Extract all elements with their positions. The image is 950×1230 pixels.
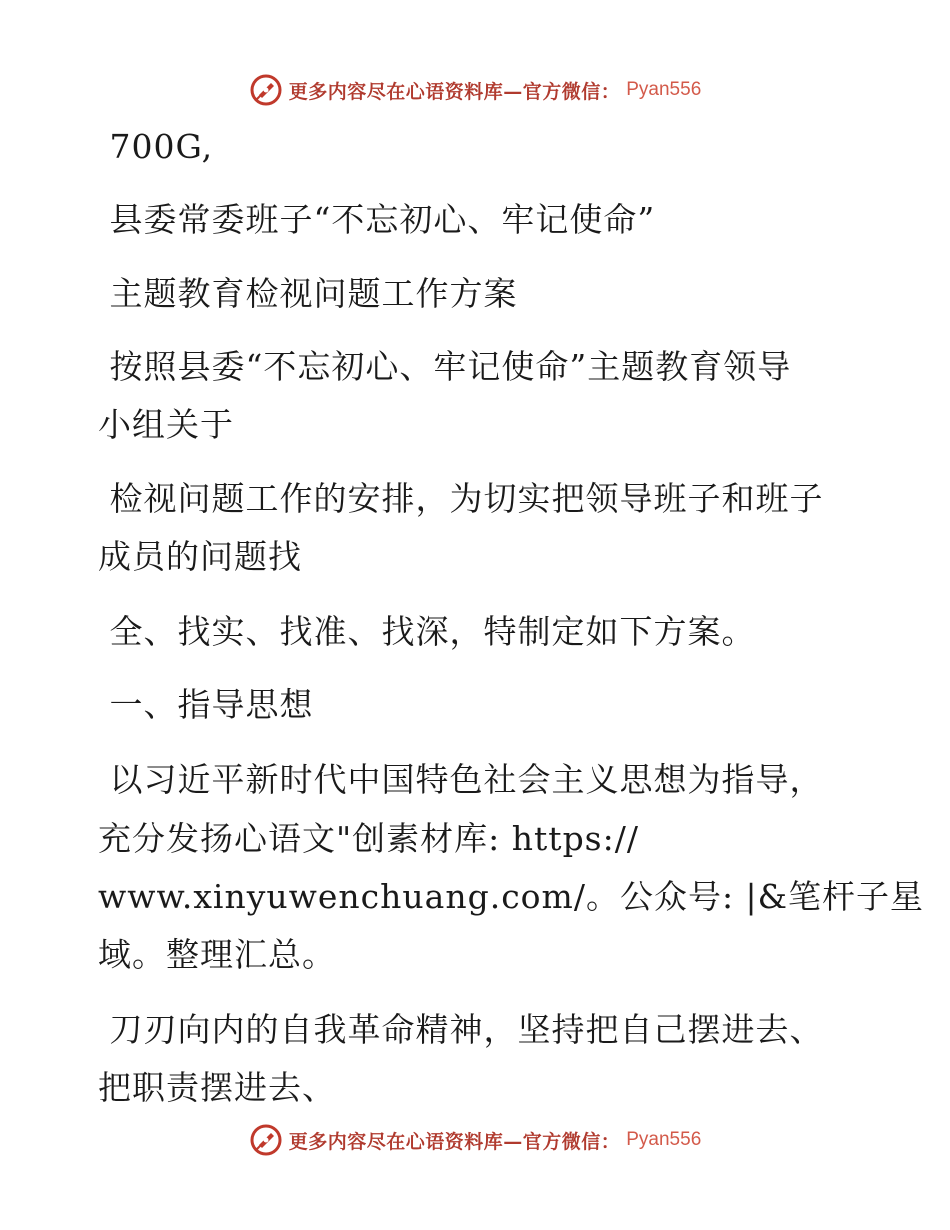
header-banner-text: 更多内容尽在心语资料库—官方微信： [288,80,621,103]
body-line: 一、指导思想 [98,685,314,724]
body-line: 按照县委“不忘初心、牢记使命”主题教育领导 [98,347,792,386]
body-line: 域。整理汇总。 [98,935,336,974]
body-line: 成员的问题找 [98,537,302,576]
pen-nib-logo-icon [249,1123,283,1157]
body-line: 700G, [98,127,214,166]
body-line: 充分发扬心语文"创素材库: https:// [98,819,639,858]
footer-watermark-banner [0,1120,950,1160]
body-line: 刀刃向内的自我革命精神，坚持把自己摆进去、 [98,1010,824,1049]
body-line: www.xinyuwenchuang.com/。公众号: |&笔杆子星 [98,877,925,916]
footer-banner-text: 更多内容尽在心语资料库—官方微信： [288,1130,621,1153]
body-line: 主题教育检视问题工作方案 [98,274,518,313]
body-line: 县委常委班子“不忘初心、牢记使命” [98,200,656,239]
body-line: 小组关于 [98,405,234,444]
body-line: 检视问题工作的安排，为切实把领导班子和班子 [98,479,824,518]
header-wechat-id: Pyan556 [626,79,702,100]
body-line: 全、找实、找准、找深，特制定如下方案。 [98,612,756,651]
body-line: 把职责摆进去、 [98,1068,336,1107]
body-line: 以习近平新时代中国特色社会主义思想为指导， [98,760,824,799]
footer-wechat-id: Pyan556 [626,1129,702,1150]
